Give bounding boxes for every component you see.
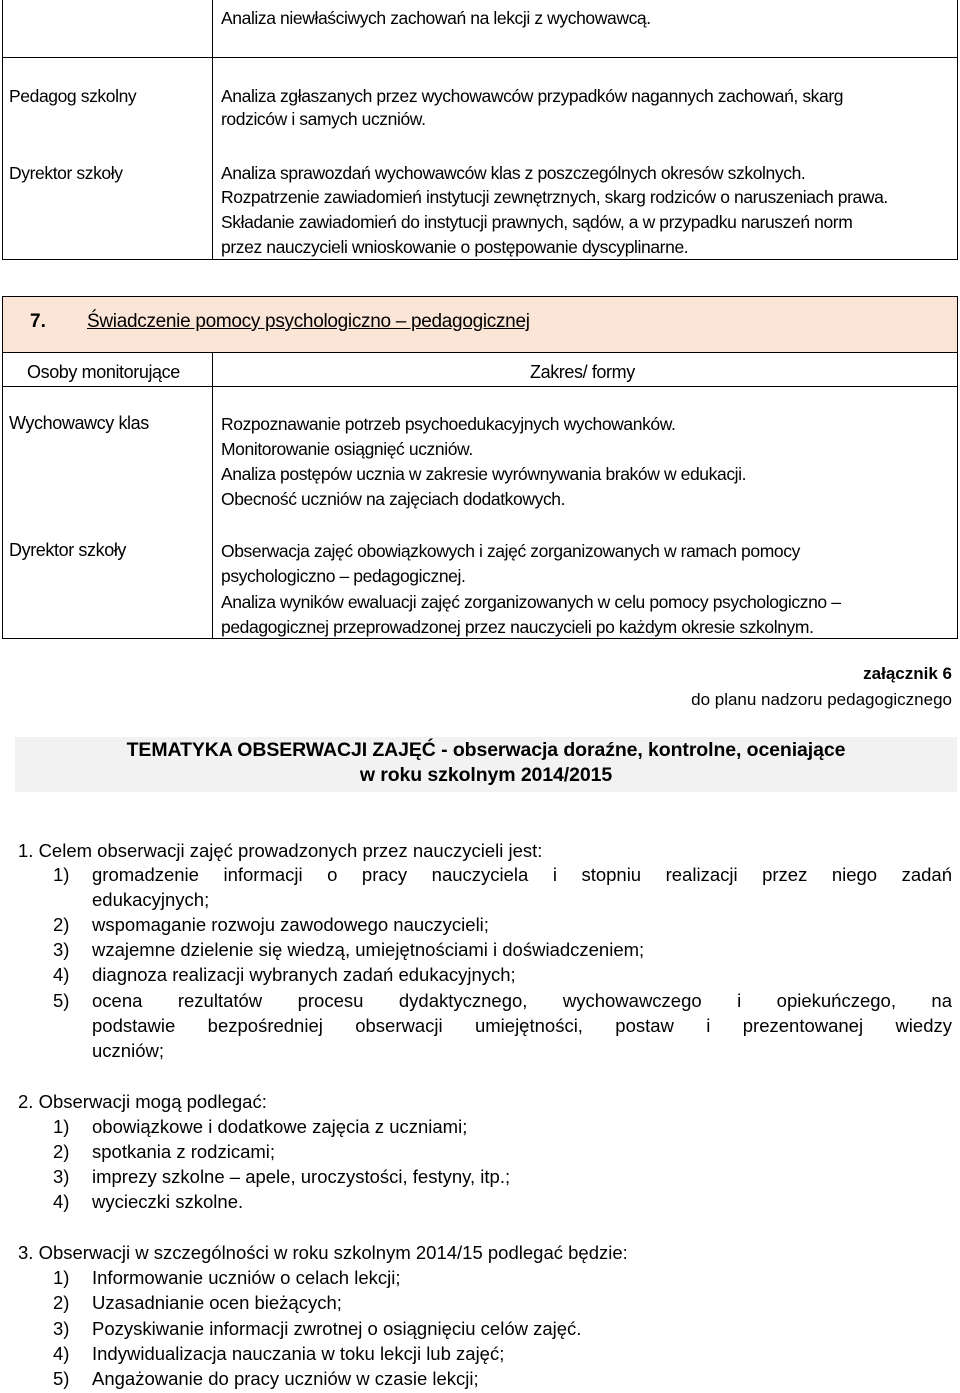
top-table-row3-text-2: Rozpatrzenie zawiadomień instytucji zewnętrznych, skarg rodziców o naruszeniach prawa. (221, 187, 888, 207)
list-item-text: podstawie bezpośredniej obserwacji umiejętności, postaw i prezentowanej wiedzy (92, 1015, 952, 1036)
top-table-row3-text-3: Składanie zawiadomień do instytucji prawnych, sądów, a w przypadku naruszeń norm (221, 212, 853, 232)
list-item-text: Informowanie uczniów o celach lekcji; (92, 1267, 401, 1288)
row-2-line-1: Obserwacja zajęć obowiązkowych i zajęć zorganizowanych w ramach pomocy (221, 541, 800, 561)
top-table-row2-text-2: rodziców i samych uczniów. (221, 109, 426, 129)
list-item-text: uczniów; (92, 1040, 164, 1061)
section-7-number: 7. (30, 311, 46, 332)
annex-subtitle: do planu nadzoru pedagogicznego (691, 690, 952, 709)
top-table-row2-label: Pedagog szkolny (9, 86, 137, 106)
list-item-number: 5) (53, 990, 70, 1011)
top-table-row3-text-4: przez nauczycieli wnioskowanie o postępowanie dyscyplinarne. (221, 237, 689, 257)
row-2-label: Dyrektor szkoły (9, 540, 127, 560)
list-item-text: Pozyskiwanie informacji zwrotnej o osiągnięciu celów zajęć. (92, 1318, 582, 1339)
list-item-number: 1) (53, 864, 70, 885)
top-table-row-divider (2, 57, 958, 58)
section-2-heading: 2. Obserwacji mogą podlegać: (18, 1091, 267, 1112)
list-item-number: 2) (53, 1141, 70, 1162)
top-table-row1-text: Analiza niewłaściwych zachowań na lekcji z wychowawcą. (221, 8, 651, 28)
list-item-text: Uzasadnianie ocen bieżących; (92, 1292, 342, 1313)
list-item-text: imprezy szkolne – apele, uroczystości, festyny, itp.; (92, 1166, 511, 1187)
list-item-number: 1) (53, 1267, 70, 1288)
section-3-heading: 3. Obserwacji w szczególności w roku szkolnym 2014/15 podlegać będzie: (18, 1242, 628, 1263)
list-item-number: 4) (53, 1343, 70, 1364)
list-item-number: 4) (53, 1191, 70, 1212)
top-table-row2-text-1: Analiza zgłaszanych przez wychowawców przypadków nagannych zachowań, skarg (221, 86, 844, 106)
list-item-text: obowiązkowe i dodatkowe zajęcia z uczniami; (92, 1116, 468, 1137)
list-item-text: Angażowanie do pracy uczniów w czasie lekcji; (92, 1368, 479, 1389)
row-1-line-4: Obecność uczniów na zajęciach dodatkowych. (221, 489, 566, 509)
row-2-line-2: psychologiczno – pedagogicznej. (221, 566, 466, 586)
row-1-line-2: Monitorowanie osiągnięć uczniów. (221, 439, 473, 459)
section-1-heading: 1. Celem obserwacji zajęć prowadzonych przez nauczycieli jest: (18, 840, 543, 861)
list-item-number: 3) (53, 1166, 70, 1187)
annex-label: załącznik 6 (863, 664, 952, 683)
list-item-number: 4) (53, 964, 70, 985)
row-2-line-3: Analiza wyników ewaluacji zajęć zorganizowanych w celu pomocy psychologiczno – (221, 592, 841, 612)
row-1-line-1: Rozpoznawanie potrzeb psychoedukacyjnych wychowanków. (221, 414, 676, 434)
list-item-text: wzajemne dzielenie się wiedzą, umiejętnościami i doświadczeniem; (92, 939, 645, 960)
list-item-text: spotkania z rodzicami; (92, 1141, 276, 1162)
row-1-line-3: Analiza postępów ucznia w zakresie wyrównywania braków w edukacji. (221, 464, 747, 484)
list-item-text: Indywidualizacja nauczania w toku lekcji lub zajęć; (92, 1343, 505, 1364)
document-title-line-2: w roku szkolnym 2014/2015 (359, 764, 613, 786)
top-table-col-divider (212, 0, 213, 260)
list-item-text: diagnoza realizacji wybranych zadań edukacyjnych; (92, 964, 516, 985)
list-item-text: ocena rezultatów procesu dydaktycznego, wychowawczego i opiekuńczego, na (92, 990, 952, 1011)
list-item-text: gromadzenie informacji o pracy nauczyciela i stopniu realizacji przez niego zadań (92, 864, 952, 885)
list-item-number: 3) (53, 1318, 70, 1339)
list-item-text: edukacyjnych; (92, 889, 210, 910)
top-table-row3-text-1: Analiza sprawozdań wychowawców klas z poszczególnych okresów szkolnych. (221, 163, 806, 183)
row-1-label: Wychowawcy klas (9, 413, 149, 433)
section-7-header-divider (2, 386, 958, 387)
section-7-header (2, 296, 958, 353)
column-header-persons: Osoby monitorujące (27, 362, 180, 382)
list-item-number: 2) (53, 914, 70, 935)
list-item-number: 5) (53, 1368, 70, 1389)
row-2-line-4: pedagogicznej przeprowadzonej przez nauczycieli po każdym okresie szkolnym. (221, 617, 814, 637)
list-item-number: 2) (53, 1292, 70, 1313)
column-header-scope: Zakres/ formy (530, 362, 635, 382)
document-title-line-1: TEMATYKA OBSERWACJI ZAJĘĆ - obserwacja doraźne, kontrolne, oceniające (126, 739, 846, 761)
document-title-box (15, 737, 957, 792)
list-item-text: wycieczki szkolne. (92, 1191, 244, 1212)
section-7-title: Świadczenie pomocy psychologiczno – pedagogicznej (87, 311, 530, 332)
top-table-row3-label: Dyrektor szkoły (9, 163, 123, 183)
list-item-text: wspomaganie rozwoju zawodowego nauczycieli; (92, 914, 489, 935)
list-item-number: 1) (53, 1116, 70, 1137)
section-7-col-divider (212, 352, 213, 639)
list-item-number: 3) (53, 939, 70, 960)
